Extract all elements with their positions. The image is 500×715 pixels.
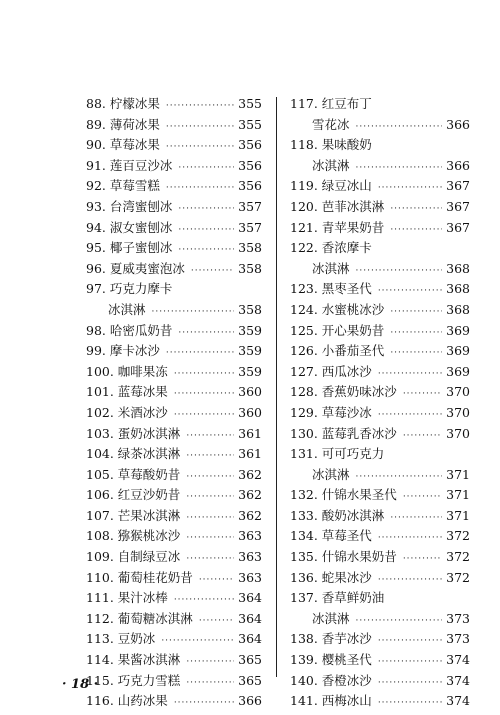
- toc-entry: [290, 671, 470, 692]
- toc-entry: [86, 362, 262, 383]
- toc-entry-page: 373: [446, 610, 470, 626]
- toc-entry: [86, 568, 262, 589]
- leader-dots: [166, 178, 234, 199]
- toc-entry-title: 95. 椰子蜜刨冰: [86, 240, 173, 256]
- leader-dots: [356, 261, 442, 282]
- toc-entry-page: 368: [446, 301, 470, 317]
- toc-entry-title: 99. 摩卡冰沙: [86, 343, 160, 359]
- toc-entry-title: 124. 水蜜桃冰沙: [290, 301, 385, 317]
- leader-dots: [378, 570, 442, 591]
- toc-entry: [290, 465, 470, 486]
- toc-entry-title: 88. 柠檬冰果: [86, 96, 160, 111]
- toc-entry: [86, 176, 262, 197]
- toc-entry-title: 137. 香草鲜奶油: [290, 590, 385, 606]
- toc-entry-page: 365: [238, 652, 262, 668]
- toc-entry-title: 126. 小番茄圣代: [290, 343, 385, 359]
- toc-entry-title: 106. 红豆沙奶昔: [86, 487, 181, 503]
- leader-dots: [199, 570, 234, 591]
- toc-entry-page: 367: [446, 198, 470, 214]
- toc-entry: [290, 485, 470, 506]
- toc-entry-page: 359: [238, 322, 262, 338]
- toc-entry: [290, 156, 470, 177]
- leader-dots: [178, 323, 234, 344]
- toc-entry: [86, 403, 262, 424]
- leader-dots: [174, 364, 234, 385]
- toc-entry: [290, 300, 470, 321]
- toc-entry: [290, 609, 470, 630]
- toc-entry-page: 371: [446, 466, 470, 482]
- leader-dots: [378, 631, 442, 652]
- toc-entry: [86, 691, 262, 712]
- toc-entry: [86, 156, 262, 177]
- toc-entry-page: 372: [446, 528, 470, 544]
- leader-dots: [356, 158, 442, 179]
- leader-dots: [166, 117, 234, 138]
- toc-entry: [290, 259, 470, 280]
- toc-entry: [86, 218, 262, 239]
- toc-entry: [290, 691, 470, 712]
- toc-entry-title: 116. 山药冰果: [86, 693, 168, 709]
- toc-entry-page: 364: [238, 590, 262, 606]
- toc-entry: [290, 547, 470, 568]
- column-divider: [276, 97, 277, 677]
- toc-entry-title: 105. 草莓酸奶昔: [86, 466, 181, 482]
- leader-dots: [378, 652, 442, 673]
- toc-entry-title: 125. 开心果奶昔: [290, 322, 385, 338]
- toc-entry-title: 97. 巧克力摩卡: [86, 281, 173, 297]
- toc-entry: [290, 588, 470, 609]
- toc-entry-page: 362: [238, 487, 262, 503]
- leader-dots: [199, 611, 234, 632]
- leader-dots: [403, 384, 442, 405]
- leader-dots: [178, 240, 234, 261]
- toc-entry-title: 102. 米酒冰沙: [86, 404, 168, 420]
- toc-entry-title: 109. 自制绿豆冰: [86, 549, 181, 565]
- leader-dots: [378, 405, 442, 426]
- toc-entry-page: 364: [238, 631, 262, 647]
- toc-entry-page: 366: [446, 157, 470, 173]
- toc-entry-page: 374: [446, 652, 470, 668]
- toc-entry-title: 118. 果味酸奶: [290, 137, 372, 153]
- leader-dots: [378, 673, 442, 694]
- leader-dots: [186, 528, 234, 549]
- toc-entry: [290, 650, 470, 671]
- toc-entry-page: 362: [238, 466, 262, 482]
- toc-entry-title: 冰淇淋: [108, 301, 146, 317]
- leader-dots: [403, 487, 442, 508]
- toc-entry-page: 367: [446, 219, 470, 235]
- toc-entry-page: 364: [238, 610, 262, 626]
- leader-dots: [186, 426, 234, 447]
- toc-entry-title: 127. 西瓜冰沙: [290, 363, 372, 379]
- toc-entry-title: 92. 草莓雪糕: [86, 178, 160, 194]
- toc-entry-page: 356: [238, 137, 262, 153]
- leader-dots: [178, 220, 234, 241]
- toc-entry: [290, 506, 470, 527]
- toc-entry-title: 131. 可可巧克力: [290, 446, 385, 462]
- toc-entry: [290, 321, 470, 342]
- toc-entry-page: 357: [238, 219, 262, 235]
- toc-entry: [86, 506, 262, 527]
- leader-dots: [152, 302, 234, 323]
- toc-entry-page: 371: [446, 487, 470, 503]
- page-number: · 18 ·: [62, 677, 99, 692]
- toc-entry: [86, 526, 262, 547]
- leader-dots: [356, 611, 442, 632]
- leader-dots: [378, 528, 442, 549]
- leader-dots: [390, 199, 442, 220]
- toc-entry-page: 370: [446, 384, 470, 400]
- toc-entry: [86, 609, 262, 630]
- toc-entry-page: 358: [238, 301, 262, 317]
- toc-entry-title: 93. 台湾蜜刨冰: [86, 198, 173, 214]
- toc-entry-page: 355: [238, 116, 262, 132]
- toc-entry-page: 374: [446, 672, 470, 688]
- toc-entry-page: 359: [238, 343, 262, 359]
- toc-entry: [86, 485, 262, 506]
- toc-entry-title: 冰淇淋: [312, 610, 350, 626]
- toc-entry: [86, 115, 262, 136]
- toc-entry-title: 114. 果酱冰淇淋: [86, 652, 181, 668]
- toc-entry-title: 100. 咖啡果冻: [86, 363, 168, 379]
- leader-dots: [378, 364, 442, 385]
- toc-entry: [86, 238, 262, 259]
- toc-entry-title: 94. 淑女蜜刨冰: [86, 219, 173, 235]
- toc-entry: [290, 341, 470, 362]
- toc-entry-title: 冰淇淋: [312, 466, 350, 482]
- toc-entry: [86, 300, 262, 321]
- toc-entry: [86, 424, 262, 445]
- toc-entry-title: 雪花冰: [312, 116, 350, 132]
- toc-entry-title: 138. 香芋冰沙: [290, 631, 372, 647]
- toc-entry: [86, 94, 262, 115]
- toc-entry-page: 360: [238, 404, 262, 420]
- toc-entry-page: 361: [238, 446, 262, 462]
- leader-dots: [174, 384, 234, 405]
- toc-entry: [86, 629, 262, 650]
- toc-entry: [290, 238, 470, 259]
- toc-entry-page: 368: [446, 260, 470, 276]
- toc-entry-title: 89. 薄荷冰果: [86, 116, 160, 132]
- toc-entry: [86, 279, 262, 300]
- leader-dots: [356, 467, 442, 488]
- toc-entry-title: 107. 芒果冰淇淋: [86, 507, 181, 523]
- toc-entry-title: 104. 绿茶冰淇淋: [86, 446, 181, 462]
- toc-entry: [290, 218, 470, 239]
- toc-entry-title: 112. 葡萄糖冰淇淋: [86, 610, 193, 626]
- toc-entry-page: 369: [446, 363, 470, 379]
- toc-entry-title: 90. 草莓冰果: [86, 137, 160, 153]
- toc-entry: [86, 444, 262, 465]
- toc-entry-page: 374: [446, 693, 470, 709]
- toc-entry: [86, 671, 262, 692]
- toc-entry: [290, 568, 470, 589]
- toc-entry-title: 128. 香蕉奶味冰沙: [290, 384, 397, 400]
- toc-entry-title: 135. 什锦水果奶昔: [290, 549, 397, 565]
- toc-entry-title: 96. 夏威夷蜜泡冰: [86, 260, 185, 276]
- leader-dots: [390, 302, 442, 323]
- toc-entry-title: 136. 蛇果冰沙: [290, 569, 372, 585]
- toc-entry-page: 360: [238, 384, 262, 400]
- leader-dots: [186, 446, 234, 467]
- toc-entry-title: 冰淇淋: [312, 260, 350, 276]
- toc-entry-page: 363: [238, 569, 262, 585]
- toc-entry: [86, 341, 262, 362]
- toc-entry: [290, 444, 470, 465]
- leader-dots: [378, 693, 442, 714]
- toc-entry-title: 132. 什锦水果圣代: [290, 487, 397, 503]
- leader-dots: [186, 508, 234, 529]
- leader-dots: [403, 549, 442, 570]
- toc-entry-page: 363: [238, 549, 262, 565]
- toc-entry: [290, 279, 470, 300]
- toc-entry-page: 373: [446, 631, 470, 647]
- toc-entry-page: 356: [238, 157, 262, 173]
- toc-entry-page: 358: [238, 240, 262, 256]
- toc-right-column: [290, 94, 470, 712]
- leader-dots: [378, 281, 442, 302]
- toc-entry-page: 368: [446, 281, 470, 297]
- toc-entry-title: 139. 樱桃圣代: [290, 652, 372, 668]
- toc-entry: [86, 321, 262, 342]
- toc-entry-title: 108. 猕猴桃冰沙: [86, 528, 181, 544]
- toc-entry: [86, 588, 262, 609]
- toc-entry-page: 367: [446, 178, 470, 194]
- toc-entry: [290, 176, 470, 197]
- leader-dots: [174, 590, 234, 611]
- leader-dots: [174, 693, 234, 714]
- leader-dots: [186, 673, 234, 694]
- leader-dots: [356, 117, 442, 138]
- toc-entry-page: 369: [446, 322, 470, 338]
- toc-entry-page: 361: [238, 425, 262, 441]
- toc-entry-page: 363: [238, 528, 262, 544]
- leader-dots: [390, 323, 442, 344]
- leader-dots: [186, 549, 234, 570]
- leader-dots: [191, 261, 234, 282]
- toc-entry: [290, 403, 470, 424]
- toc-entry-page: 370: [446, 425, 470, 441]
- toc-entry-page: 362: [238, 507, 262, 523]
- leader-dots: [178, 199, 234, 220]
- toc-entry: [86, 650, 262, 671]
- toc-entry: [86, 259, 262, 280]
- leader-dots: [166, 343, 234, 364]
- toc-entry-title: 119. 绿豆冰山: [290, 178, 372, 194]
- toc-entry: [86, 382, 262, 403]
- toc-entry-title: 103. 蛋奶冰淇淋: [86, 425, 181, 441]
- toc-entry-title: 91. 莲百豆沙冰: [86, 157, 173, 173]
- toc-entry-title: 129. 草莓沙冰: [290, 404, 372, 420]
- leader-dots: [186, 487, 234, 508]
- toc-entry-page: 372: [446, 549, 470, 565]
- toc-entry-title: 133. 酸奶冰淇淋: [290, 507, 385, 523]
- toc-entry-title: 122. 香浓摩卡: [290, 240, 372, 256]
- toc-entry-title: 115. 巧克力雪糕: [86, 672, 181, 688]
- toc-entry: [86, 465, 262, 486]
- toc-entry-title: 134. 草莓圣代: [290, 528, 372, 544]
- toc-entry-page: 370: [446, 404, 470, 420]
- toc-entry-title: 冰淇淋: [312, 157, 350, 173]
- toc-entry-page: 358: [238, 260, 262, 276]
- toc-entry: [290, 94, 470, 115]
- toc-entry: [86, 547, 262, 568]
- toc-entry-title: 130. 蓝莓乳香冰沙: [290, 425, 397, 441]
- toc-entry-title: 121. 青苹果奶昔: [290, 219, 385, 235]
- toc-entry: [86, 135, 262, 156]
- toc-entry: [290, 382, 470, 403]
- toc-entry: [290, 115, 470, 136]
- toc-entry-page: 366: [238, 693, 262, 709]
- toc-entry: [290, 197, 470, 218]
- toc-entry-page: 356: [238, 178, 262, 194]
- leader-dots: [390, 343, 442, 364]
- leader-dots: [166, 96, 234, 117]
- leader-dots: [161, 631, 234, 652]
- toc-entry-title: 113. 豆奶冰: [86, 631, 156, 647]
- toc-entry: [290, 526, 470, 547]
- toc-entry-page: 371: [446, 507, 470, 523]
- toc-entry-title: 101. 蓝莓冰果: [86, 384, 168, 400]
- toc-entry-page: 372: [446, 569, 470, 585]
- toc-entry-title: 98. 哈密瓜奶昔: [86, 322, 173, 338]
- toc-entry-page: 355: [238, 96, 262, 111]
- toc-entry: [290, 424, 470, 445]
- toc-entry-page: 366: [446, 116, 470, 132]
- leader-dots: [174, 405, 234, 426]
- toc-entry-title: 120. 芭菲冰淇淋: [290, 198, 385, 214]
- toc-entry-page: 359: [238, 363, 262, 379]
- toc-entry-title: 123. 黑枣圣代: [290, 281, 372, 297]
- leader-dots: [378, 178, 442, 199]
- toc-entry-title: 111. 果汁冰棒: [86, 590, 168, 606]
- toc-entry-title: 141. 西梅冰山: [290, 693, 372, 709]
- leader-dots: [390, 508, 442, 529]
- toc-entry-title: 110. 葡萄桂花奶昔: [86, 569, 193, 585]
- leader-dots: [166, 137, 234, 158]
- leader-dots: [186, 652, 234, 673]
- toc-entry-title: 140. 香橙冰沙: [290, 672, 372, 688]
- leader-dots: [178, 158, 234, 179]
- toc-entry: [290, 362, 470, 383]
- toc-entry: [86, 197, 262, 218]
- toc-left-column: [86, 94, 262, 712]
- leader-dots: [403, 426, 442, 447]
- toc-entry: [290, 629, 470, 650]
- toc-entry-page: 357: [238, 198, 262, 214]
- toc-entry-page: 365: [238, 672, 262, 688]
- toc-entry-title: 117. 红豆布丁: [290, 96, 372, 111]
- leader-dots: [390, 220, 442, 241]
- toc-entry: [290, 135, 470, 156]
- toc-entry-page: 369: [446, 343, 470, 359]
- leader-dots: [186, 467, 234, 488]
